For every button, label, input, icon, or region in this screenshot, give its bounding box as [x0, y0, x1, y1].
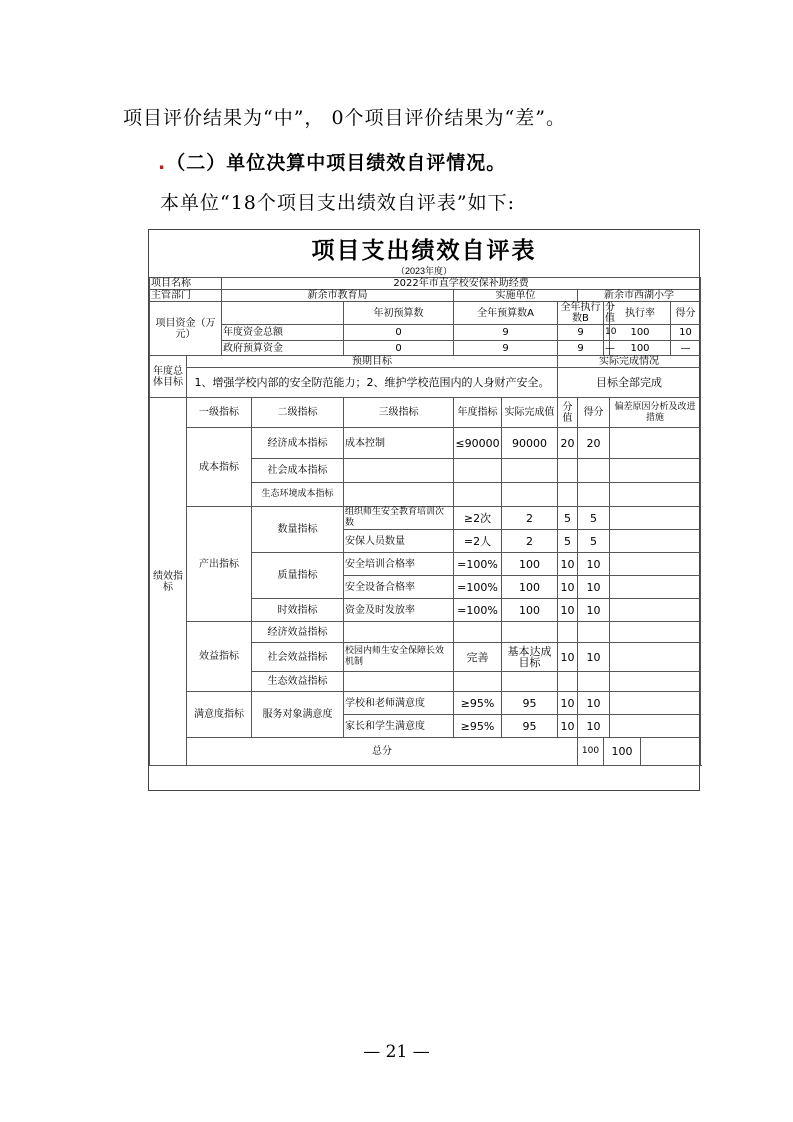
- got-value: 5: [578, 530, 610, 553]
- col-header: 一级指标: [187, 398, 252, 428]
- total-label: 总分: [187, 738, 578, 766]
- target-value: 完善: [454, 643, 502, 672]
- l3-cost-control: 成本控制: [344, 428, 454, 459]
- actual-value: 95: [502, 715, 558, 738]
- target-value: =100%: [454, 576, 502, 599]
- target-value: ≥95%: [454, 692, 502, 715]
- fund-value: 9: [454, 341, 558, 356]
- paragraph-line-1: [123, 103, 566, 130]
- table-year: （2023年度）: [395, 266, 453, 276]
- fund-value: 10: [671, 325, 701, 341]
- fund-value: 10: [604, 325, 610, 341]
- total-got: 100: [604, 738, 641, 766]
- l3-safety-mechanism: 校园内师生安全保障长效机制: [344, 643, 454, 672]
- l2-quantity: 数量指标: [252, 507, 344, 553]
- text-line-1: 项目评价结果为“中”， 0个项目评价结果为“差”。: [123, 107, 566, 129]
- actual-value: 100: [502, 576, 558, 599]
- fund-header: 全年预算数A: [454, 302, 558, 325]
- col-header: 二级指标: [252, 398, 344, 428]
- fund-row-label: 政府预算资金: [222, 341, 344, 356]
- l2-social-benefit: 社会效益指标: [252, 643, 344, 672]
- heading-marker: .: [158, 152, 167, 174]
- project-name-label: 项目名称: [150, 278, 222, 290]
- l2-quality: 质量指标: [252, 553, 344, 599]
- l3-staff: 安保人员数量: [344, 530, 454, 553]
- col-header: 偏差原因分析及改进措施: [610, 398, 701, 428]
- project-name-value: 2022年市直学校安保补助经费: [222, 278, 701, 290]
- score-value: 10: [558, 715, 578, 738]
- expected-label: 预期目标: [187, 356, 558, 368]
- self-evaluation-table: [148, 229, 700, 791]
- l2-eco-cost: 生态环境成本指标: [252, 483, 344, 507]
- actual-value: 100: [502, 599, 558, 622]
- col-header: 年度指标: [454, 398, 502, 428]
- target-value: ≥2次: [454, 507, 502, 530]
- fund-header: 年初预算数: [344, 302, 454, 325]
- fund-value: 100: [610, 341, 671, 356]
- fund-value: 0: [344, 325, 454, 341]
- l3-training: 组织师生安全教育培训次数: [344, 507, 454, 530]
- score-value: 20: [558, 428, 578, 459]
- l2-service: 服务对象满意度: [252, 692, 344, 738]
- got-value: 10: [578, 576, 610, 599]
- got-value: 10: [578, 715, 610, 738]
- fund-value: 9: [558, 341, 604, 356]
- l2-social-cost: 社会成本指标: [252, 459, 344, 483]
- score-value: 10: [558, 576, 578, 599]
- col-header: 分值: [558, 398, 578, 428]
- l2-econ-benefit: 经济效益指标: [252, 622, 344, 643]
- expected-goal: 1、增强学校内部的安全防范能力；2、维护学校范围内的人身财产安全。: [187, 368, 558, 398]
- actual-label: 实际完成情况: [558, 356, 701, 368]
- dept-value: 新余市教育局: [222, 290, 454, 302]
- l2-econ-cost: 经济成本指标: [252, 428, 344, 459]
- fund-header: 得分: [671, 302, 701, 325]
- heading-text: （二）单位决算中项目绩效自评情况。: [166, 152, 507, 174]
- l3-funds-timely: 资金及时发放率: [344, 599, 454, 622]
- target-value: =2人: [454, 530, 502, 553]
- group-effect: 效益指标: [187, 622, 252, 692]
- score-value: 10: [558, 599, 578, 622]
- actual-value: 2: [502, 530, 558, 553]
- l2-timely: 时效指标: [252, 599, 344, 622]
- perf-label: 绩效指标: [150, 398, 187, 766]
- l3-parent-satisfaction: 家长和学生满意度: [344, 715, 454, 738]
- fund-value: —: [671, 341, 701, 356]
- group-satisfaction: 满意度指标: [187, 692, 252, 738]
- col-header: 实际完成值: [502, 398, 558, 428]
- l3-teacher-satisfaction: 学校和老师满意度: [344, 692, 454, 715]
- group-cost: 成本指标: [187, 428, 252, 507]
- paragraph-line-3: [160, 188, 515, 215]
- fund-row-label: 年度资金总额: [222, 325, 344, 341]
- target-value: =100%: [454, 553, 502, 576]
- col-header: 得分: [578, 398, 610, 428]
- section-heading: [158, 148, 506, 175]
- page-number: — 21 —: [363, 1042, 430, 1062]
- actual-value: 基本达成目标: [502, 643, 558, 672]
- fund-value: 9: [454, 325, 558, 341]
- got-value: 10: [578, 599, 610, 622]
- l2-eco-benefit: 生态效益指标: [252, 672, 344, 692]
- impl-value: 新余市西湖小学: [578, 290, 701, 302]
- dept-label: 主管部门: [150, 290, 222, 302]
- l3-training-pass: 安全培训合格率: [344, 553, 454, 576]
- fund-value: 0: [344, 341, 454, 356]
- fund-header: 执行率: [610, 302, 671, 325]
- score-value: 10: [558, 692, 578, 715]
- score-value: 10: [558, 643, 578, 672]
- actual-value: 95: [502, 692, 558, 715]
- fund-value: 9: [558, 325, 604, 341]
- fund-header: 分值: [605, 302, 615, 324]
- total-score: 100: [578, 738, 604, 766]
- got-value: 10: [578, 643, 610, 672]
- text-line-3: 本单位“18个项目支出绩效自评表”如下:: [160, 192, 516, 214]
- got-value: 10: [578, 553, 610, 576]
- actual-goal: 目标全部完成: [558, 368, 701, 398]
- fund-header: 全年执行数B: [558, 302, 604, 325]
- score-value: 5: [558, 530, 578, 553]
- score-value: 10: [558, 553, 578, 576]
- fund-label: 项目资金（万元）: [150, 302, 222, 356]
- table-title: 项目支出绩效自评表: [311, 238, 537, 264]
- fund-value: 100: [610, 325, 671, 341]
- target-value: =100%: [454, 599, 502, 622]
- got-value: 20: [578, 428, 610, 459]
- target-value: ≤90000: [454, 428, 502, 459]
- fund-value: —: [605, 342, 615, 354]
- target-value: ≥95%: [454, 715, 502, 738]
- evaluation-grid: [149, 277, 701, 766]
- goal-label: 年度总体目标: [150, 356, 187, 398]
- impl-label: 实施单位: [454, 290, 578, 302]
- got-value: 5: [578, 507, 610, 530]
- score-value: 5: [558, 507, 578, 530]
- actual-value: 100: [502, 553, 558, 576]
- group-output: 产出指标: [187, 507, 252, 622]
- col-header: 三级指标: [344, 398, 454, 428]
- actual-value: 90000: [502, 428, 558, 459]
- got-value: 10: [578, 692, 610, 715]
- l3-equipment-pass: 安全设备合格率: [344, 576, 454, 599]
- actual-value: 2: [502, 507, 558, 530]
